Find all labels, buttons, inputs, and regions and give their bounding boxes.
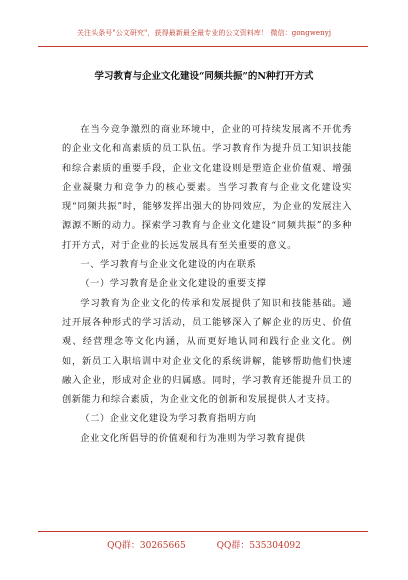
header-divider xyxy=(38,46,368,47)
body-paragraph-1: 学习教育为企业文化的传承和发展提供了知识和技能基础。通过开展各种形式的学习活动，员工能够深入了解企业的历史、价值观、经营理念等文化内涵，从而更好地认同和践行企业文化。例如，新员工入职培训中对企业文化的系统讲解，能够帮助他们快速融入企业，形成对企业的归属感。同时，学习教育还能提升员工的创新能力和综合素质，为企业文化的创新和发展提供人才支持。 xyxy=(62,297,352,406)
footer xyxy=(0,538,408,551)
subsection-heading-1: （一）学习教育是企业文化建设的重要支撑 xyxy=(80,278,267,290)
footer-qq-group-2: QQ群：535304092 xyxy=(216,541,301,551)
subsection-heading-2: （二）企业文化建设为学习教育指明方向 xyxy=(80,413,257,425)
intro-paragraph: 在当今竞争激烈的商业环境中，企业的可持续发展离不开优秀的企业文化和高素质的员工队伍。学习教育作为提升员工知识技能和综合素质的重要手段，企业文化建设则是塑造企业价值观、增强企业凝聚力和竞争力的核心要素。当学习教育与企业文化建设实现“同频共振”时，能够发挥出强大的协同效应，为企业的发展注入源源不断的动力。探索学习教育与企业文化建设“同频共振”的多种打开方式，对于企业的长远发展具有至关重要的意义。 xyxy=(62,124,352,251)
document-title: 学习教育与企业文化建设“同频共振”的N种打开方式 xyxy=(94,71,314,82)
header-banner: 关注头条号"公文研究"，获得最新最全最专业的公文资料库！ 微信：gongwenyj xyxy=(76,29,332,37)
footer-qq-group-1: QQ群：30265665 xyxy=(107,541,186,551)
section-heading-1: 一、学习教育与企业文化建设的内在联系 xyxy=(80,259,257,271)
body-paragraph-2: 企业文化所倡导的价值观和行为准则为学习教育提供 xyxy=(80,432,306,444)
document-body xyxy=(62,120,352,448)
footer-divider xyxy=(38,531,368,532)
